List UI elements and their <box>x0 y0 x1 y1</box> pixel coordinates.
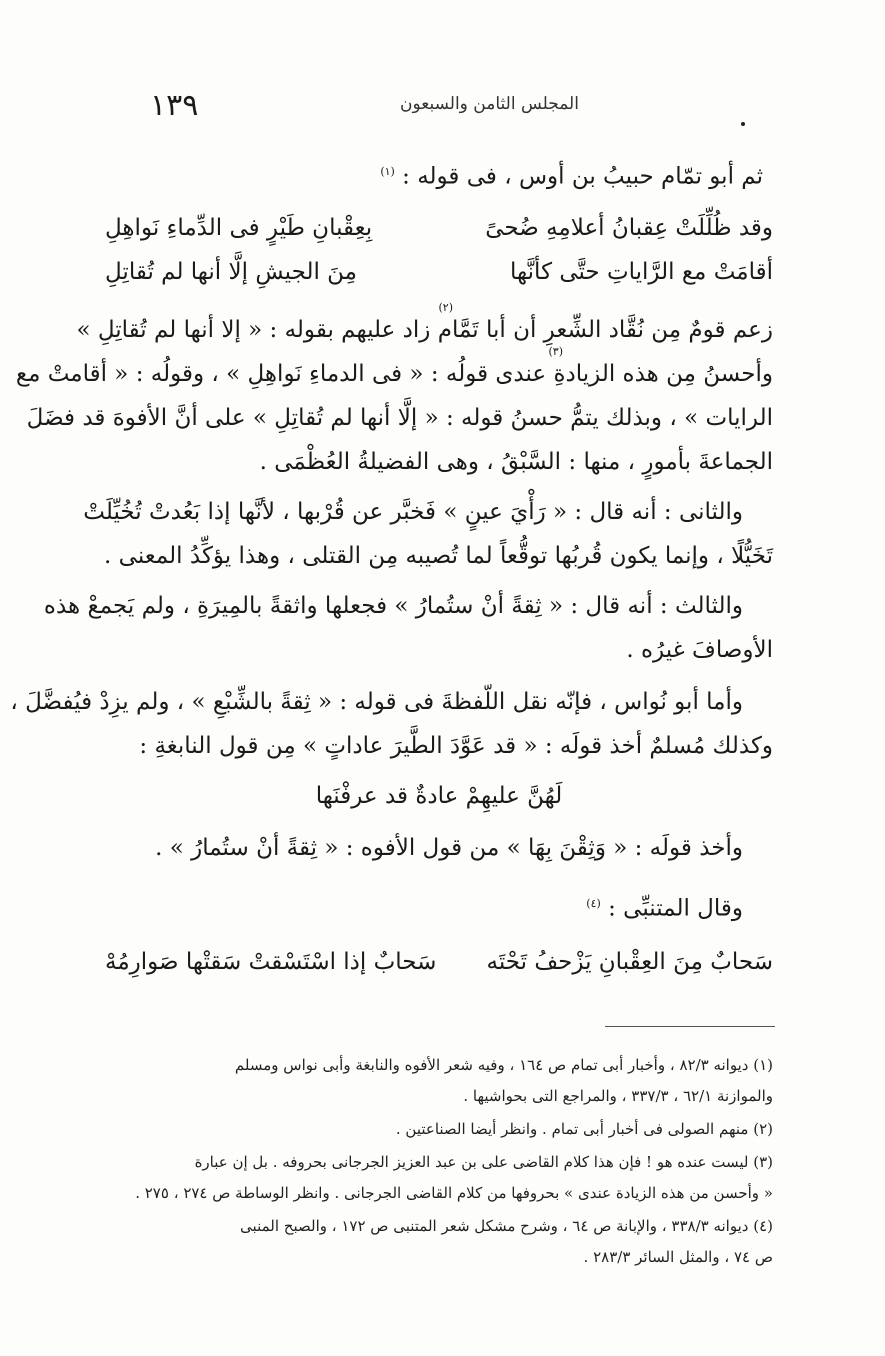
footnote-separator <box>605 1026 775 1027</box>
quoted-hemistich <box>105 774 773 818</box>
intro-line <box>105 150 763 199</box>
footnote-text-3: (٢) منهم الصولى فى أخبار أبى تمام . وانظر أيضا الصناعتين . <box>395 1120 773 1138</box>
footnote-line-7 <box>105 1242 773 1273</box>
para1-text-1: زعم قومٌ مِن نُقَّاد الشِّعرِ أن أبا تَمَّام زاد عليهم بقوله : « إلا أنها لم تُقاتِلِ » <box>76 317 773 343</box>
footnote-text-6: (٤) ديوانه ٣٣٨/٣ ، والإبانة ص ٦٤ ، وشرح مشكل شعر المتنبى ص ١٧٢ ، والصبح المنبى <box>240 1217 773 1235</box>
verse-3 <box>105 940 773 984</box>
footnote-ref-3: (٣) <box>548 345 563 358</box>
para2-text-2: تَخَيُّلًا ، وإنما يكون قُربُها توقُّعاً لما تُصيبه مِن القتلى ، وهذا يؤكِّدُ المعنى . <box>104 543 773 569</box>
para1-line-2 <box>15 352 773 396</box>
footnote-text-7: ص ٧٤ ، والمثل السائر ٢٨٣/٣ . <box>583 1248 773 1266</box>
para1-line-4 <box>105 440 773 484</box>
para4-text-2: وكذلك مُسلمٌ أخذ قولَه : « قد عَوَّدَ الطَّيرَ عاداتٍ » مِن قول النابغةِ : <box>139 733 773 759</box>
footnote-line-1 <box>105 1050 773 1081</box>
para1-line-3 <box>26 396 773 440</box>
footnote-text-5: « وأحسن من هذه الزيادة عندى » بحروفها من كلام القاضى الجرجانى . وانظر الوساطة ص ٢٧٤ ، ٢٧٥ . <box>135 1184 773 1202</box>
footnote-line-5 <box>105 1178 773 1209</box>
margin-dot <box>741 122 745 126</box>
page-number: ١٣٩ <box>150 88 199 123</box>
para3-line-2 <box>105 628 773 672</box>
para2-line-1 <box>83 490 773 534</box>
para3-text-1: والثالث : أنه قال : « ثِقةً أنْ ستُمارُ » فجعلها واثقةً بالمِيرَةِ ، ولم يَجمعْ هذه <box>43 593 743 619</box>
para1-text-4: الجماعةَ بأمورٍ ، منها : السَّبْقُ ، وهى الفضيلةُ العُظْمَى . <box>259 449 773 475</box>
footnote-text-1: (١) ديوانه ٨٢/٣ ، وأخبار أبى تمام ص ١٦٤ ، وفيه شعر الأفوه والنابغة وأبى نواس ومسلم <box>234 1056 773 1074</box>
verse-3-second-hemistich: سَحابٌ إذا اسْتَسْقتْ سَقتْها صَوارِمُهْ <box>105 949 437 975</box>
para3-text-2: الأوصافَ غيرُه . <box>626 637 773 663</box>
footnote-line-4 <box>105 1147 773 1178</box>
para1-text-3: الرايات » ، وبذلك يتمُّ حسنُ قوله : « إلَّا أنها لم تُقاتِلِ » على أنَّ الأفوهَ قد فضَلَ <box>26 405 773 431</box>
verse-2-second-hemistich: مِنَ الجيشِ إلَّا أنها لم تُقاتِلِ <box>105 259 357 285</box>
para5-text: وأخذ قولَه : « وَثِقْنَ بِهَا » من قول الأفوه : « ثِقةً أنْ ستُمارُ » . <box>155 835 743 861</box>
verse-2-first-hemistich: أقامَتْ مع الرَّاياتِ حتَّى كأنَّها <box>510 259 773 285</box>
para4-text-1: وأما أبو نُواس ، فإنّه نقل اللّفظةَ فى قوله : « ثِقةً بالشِّبْعِ » ، ولم يزِدْ فيُفضَّلَ ، <box>10 689 743 715</box>
para4-line-2 <box>105 724 773 768</box>
intro-text: ثم أبو تمّام حبيبُ بن أوس ، فى قوله : <box>402 163 763 190</box>
footnote-line-3 <box>105 1114 773 1145</box>
footnote-ref-1: (١) <box>380 165 395 178</box>
para5-line <box>105 826 773 870</box>
para3-line-1 <box>43 584 773 628</box>
footnote-ref-4: (٤) <box>586 897 601 910</box>
para2-line-2 <box>105 534 773 578</box>
footnote-ref-2: (٢) <box>438 301 453 314</box>
footnote-text-2: والموازنة ٦٢/١ ، ٣٣٧/٣ ، والمراجع التى بحواشيها . <box>463 1087 773 1105</box>
verse-1 <box>105 206 773 250</box>
footnote-line-6 <box>105 1211 773 1242</box>
mutanabbi-intro-line <box>105 882 773 931</box>
para4-line-1 <box>10 680 773 724</box>
page-header <box>150 88 735 124</box>
footnote-text-4: (٣) ليست عنده هو ! فإن هذا كلام القاضى على بن عبد العزيز الجرجانى بحروفه . بل إن عبارة <box>194 1153 773 1171</box>
verse-3-first-hemistich: سَحابٌ مِنَ العِقْبانِ يَزْحفُ تَحْتَه <box>486 949 773 975</box>
verse-1-first-hemistich: وقد ظُلِّلَتْ عِقبانُ أعلامِهِ ضُحىً <box>485 215 773 241</box>
footnote-line-2 <box>105 1081 773 1112</box>
para2-text-1: والثانى : أنه قال : « رَأْيَ عينٍ » فَخبَّر عن قُرْبها ، لأنَّها إذا بَعُدتْ تُخُيِّلَتْ <box>83 499 743 525</box>
verse-1-second-hemistich: بِعِقْبانِ طَيْرٍ فى الدِّماءِ نَواهِلِ <box>105 215 373 241</box>
para1-text-2: وأحسنُ مِن هذه الزيادةِ عندى قولُه : « فى الدماءِ نَواهِلِ » ، وقولُه : « أقامتْ مع <box>15 361 773 387</box>
mutanabbi-intro-text: وقال المتنبِّى : <box>608 895 743 922</box>
quoted-hemistich-text: لَهُنَّ عليهِمْ عادةٌ قد عرفْنَها <box>315 783 563 809</box>
running-title: المجلس الثامن والسبعون <box>400 94 579 114</box>
